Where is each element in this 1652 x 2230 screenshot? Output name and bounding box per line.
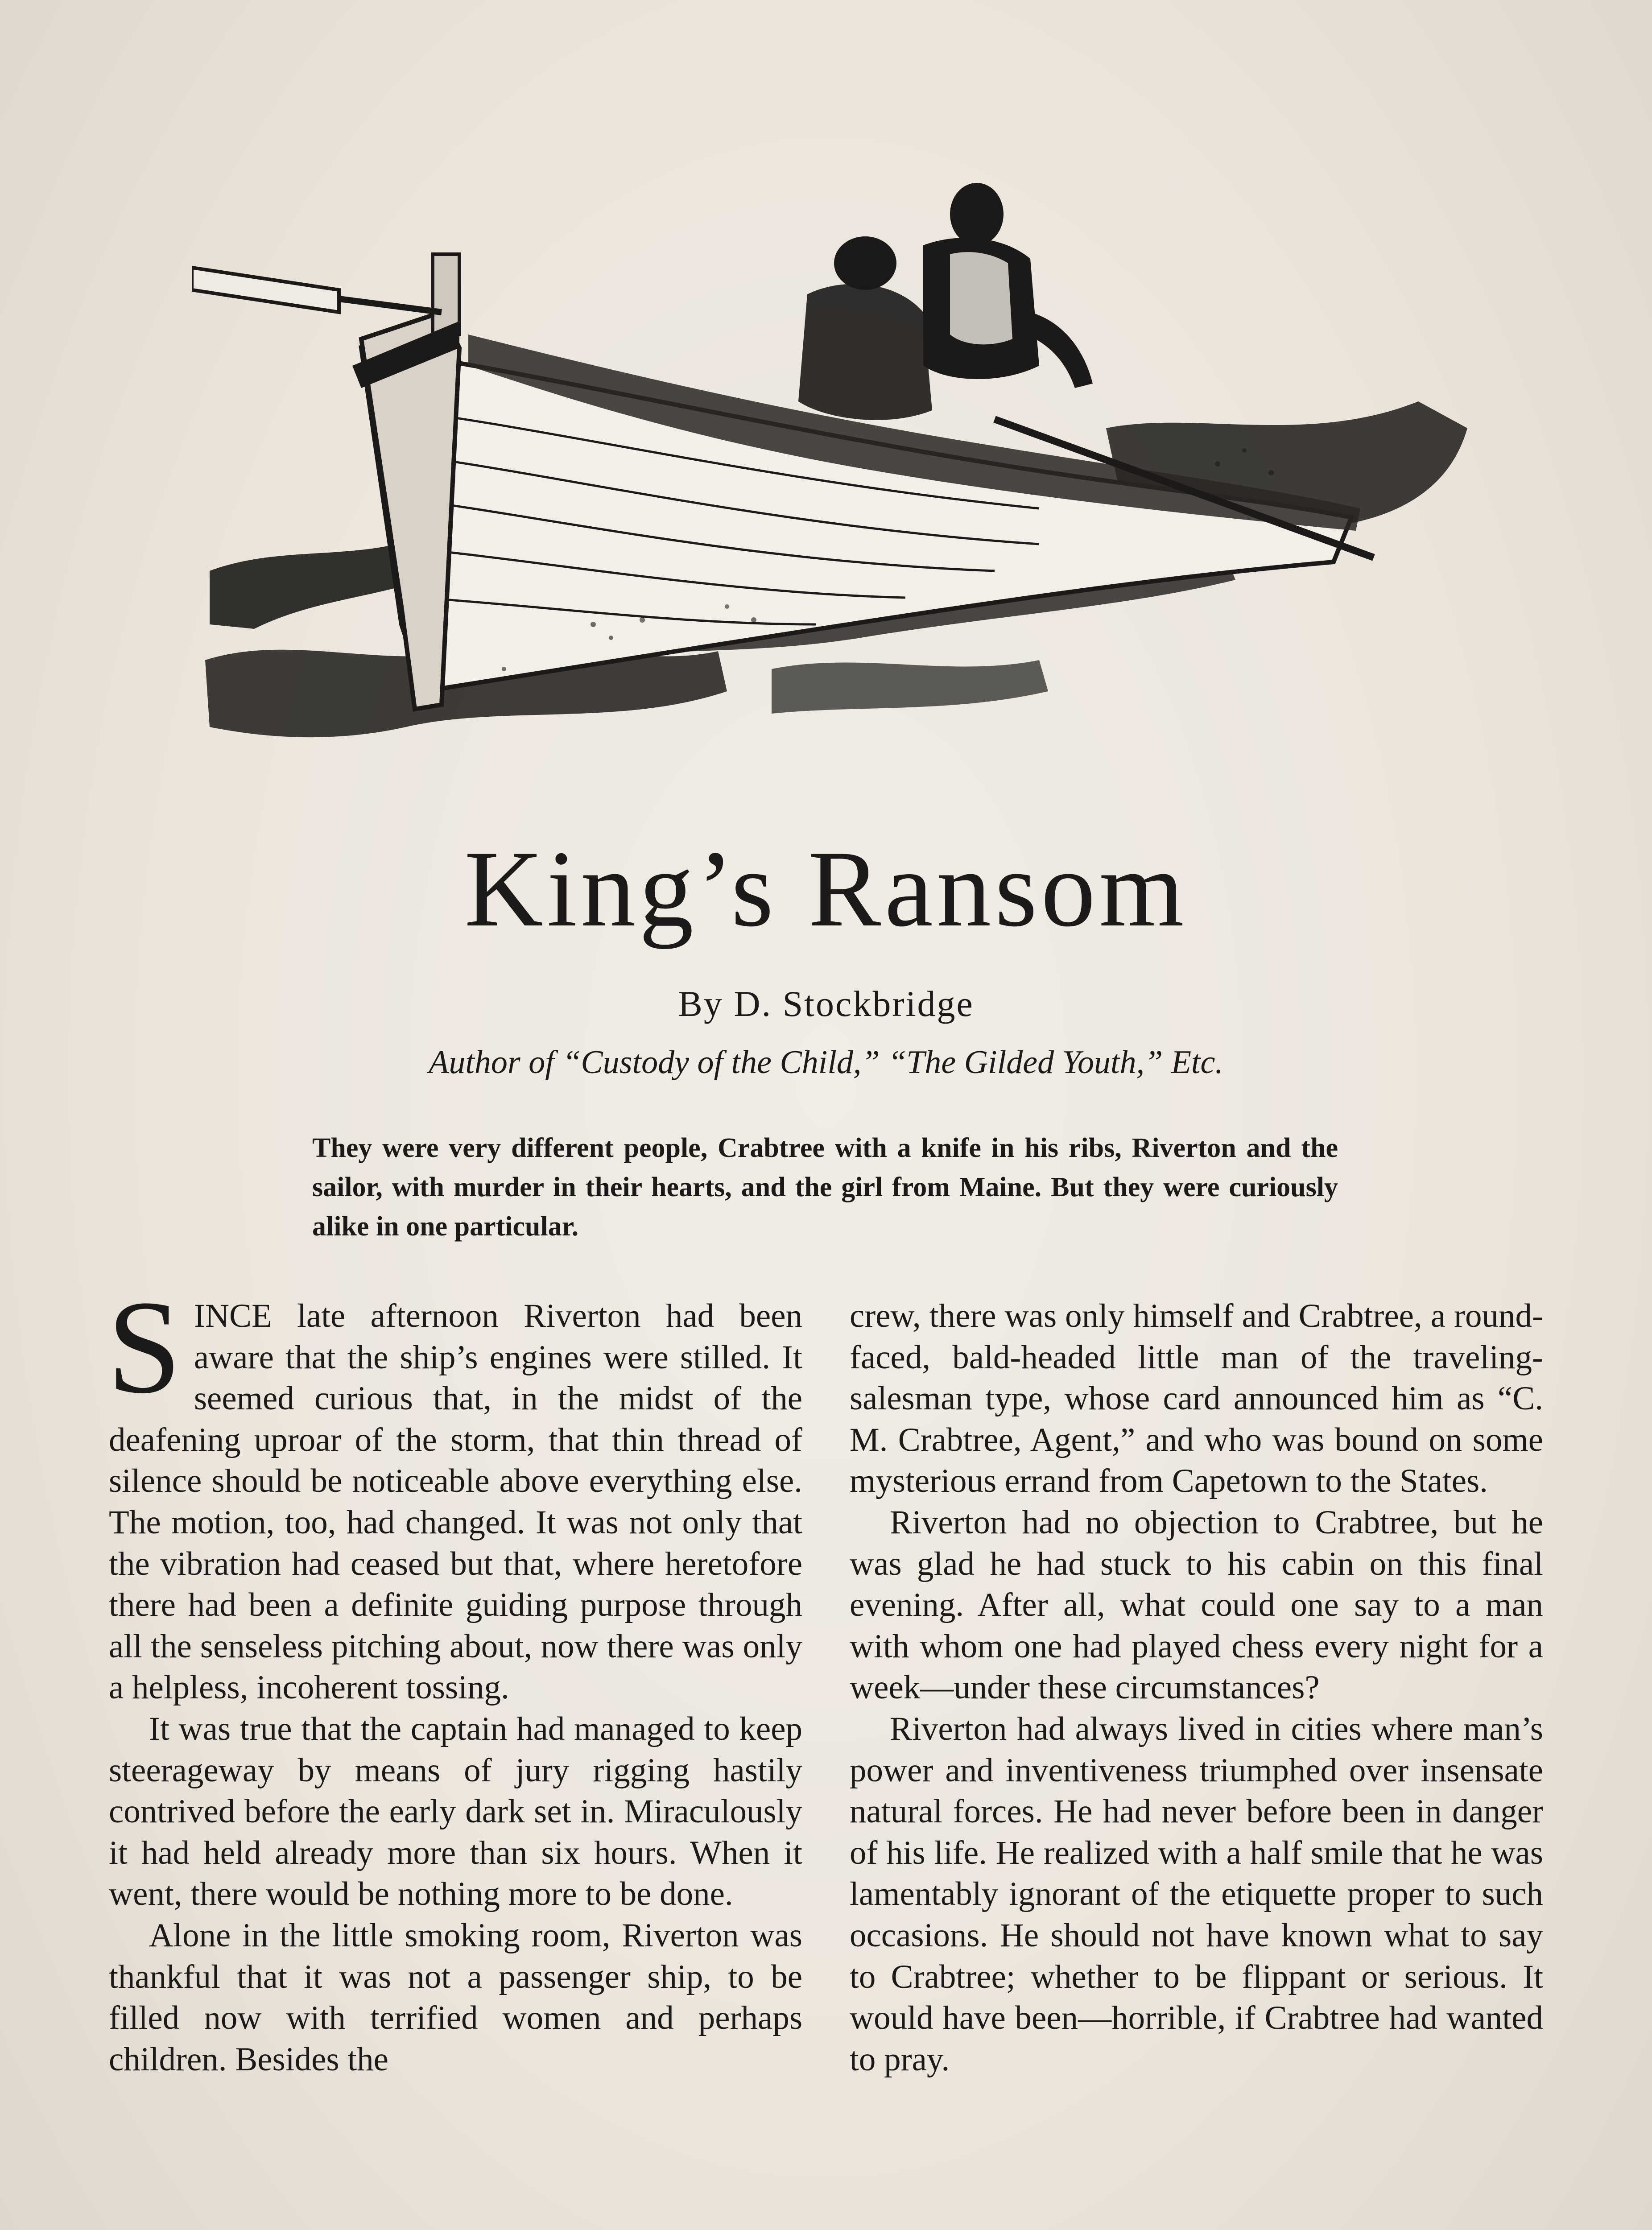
byline: By D. Stockbridge: [678, 983, 974, 1024]
paragraph: Alone in the little smoking room, Riverton was thankful that it was not a passenger ship, to be filled now with terrified women and perhaps children. Besides the: [109, 1916, 802, 2078]
paragraph: crew, there was only himself and Crabtree, a round-faced, bald-headed little man of the traveling-salesman type, whose card announced him as “C. M. Crabtree, Agent,” and who was bound on some mysterious errand from Capetown to the States.: [850, 1297, 1543, 1500]
paragraph: Riverton had no objection to Crabtree, but he was glad he had stuck to his cabin on this final evening. After all, what could one say to a man with whom one had played chess every night for a week—under these circumstances?: [850, 1503, 1543, 1706]
author-credits: Author of “Custody of the Child,” “The Gilded Youth,” Etc.: [429, 1044, 1223, 1081]
text-column-right: [850, 1296, 1543, 2080]
paragraph-text: INCE late afternoon Riverton had been aware that the ship’s engines were stilled. It seemed curious that, in the midst of the deafening uproar of the storm, that thin thread of silence should be noticeable above everything else. The motion, too, had changed. It was not only that the vibration had ceased but that, where heretofore there had been a definite guiding purpose through all the senseless pitching about, now there was only a helpless, incoherent tossing.: [109, 1297, 802, 1706]
text-column-left: [107, 1273, 802, 2080]
paragraph: Riverton had always lived in cities where man’s power and inventiveness triumphed over insensate natural forces. He had never before been in danger of his life. He realized with a half smile that he was lamentably ignorant of the etiquette proper to such occasions. He should not have known what to say to Crabtree; whether to be flippant or serious. It would have been—horrible, if Crabtree had wanted to pray.: [850, 1710, 1543, 2078]
story-blurb: They were very different people, Crabtree with a knife in his ribs, Riverton and the sailor, with murder in their hearts, and the girl from Maine. But they were curiously alike in one particular.: [312, 1133, 1338, 1242]
story-title: King’s Ransom: [464, 828, 1188, 949]
paragraph: [107, 1273, 802, 1709]
drop-cap: S: [107, 1273, 182, 1421]
lifeboat-illustration: [192, 178, 1485, 780]
paragraph: It was true that the captain had managed to keep steerageway by means of jury rigging hastily contrived before the early dark set in. Miraculously it had held already more than six hours. When it went, there would be nothing more to be done.: [109, 1710, 802, 1913]
